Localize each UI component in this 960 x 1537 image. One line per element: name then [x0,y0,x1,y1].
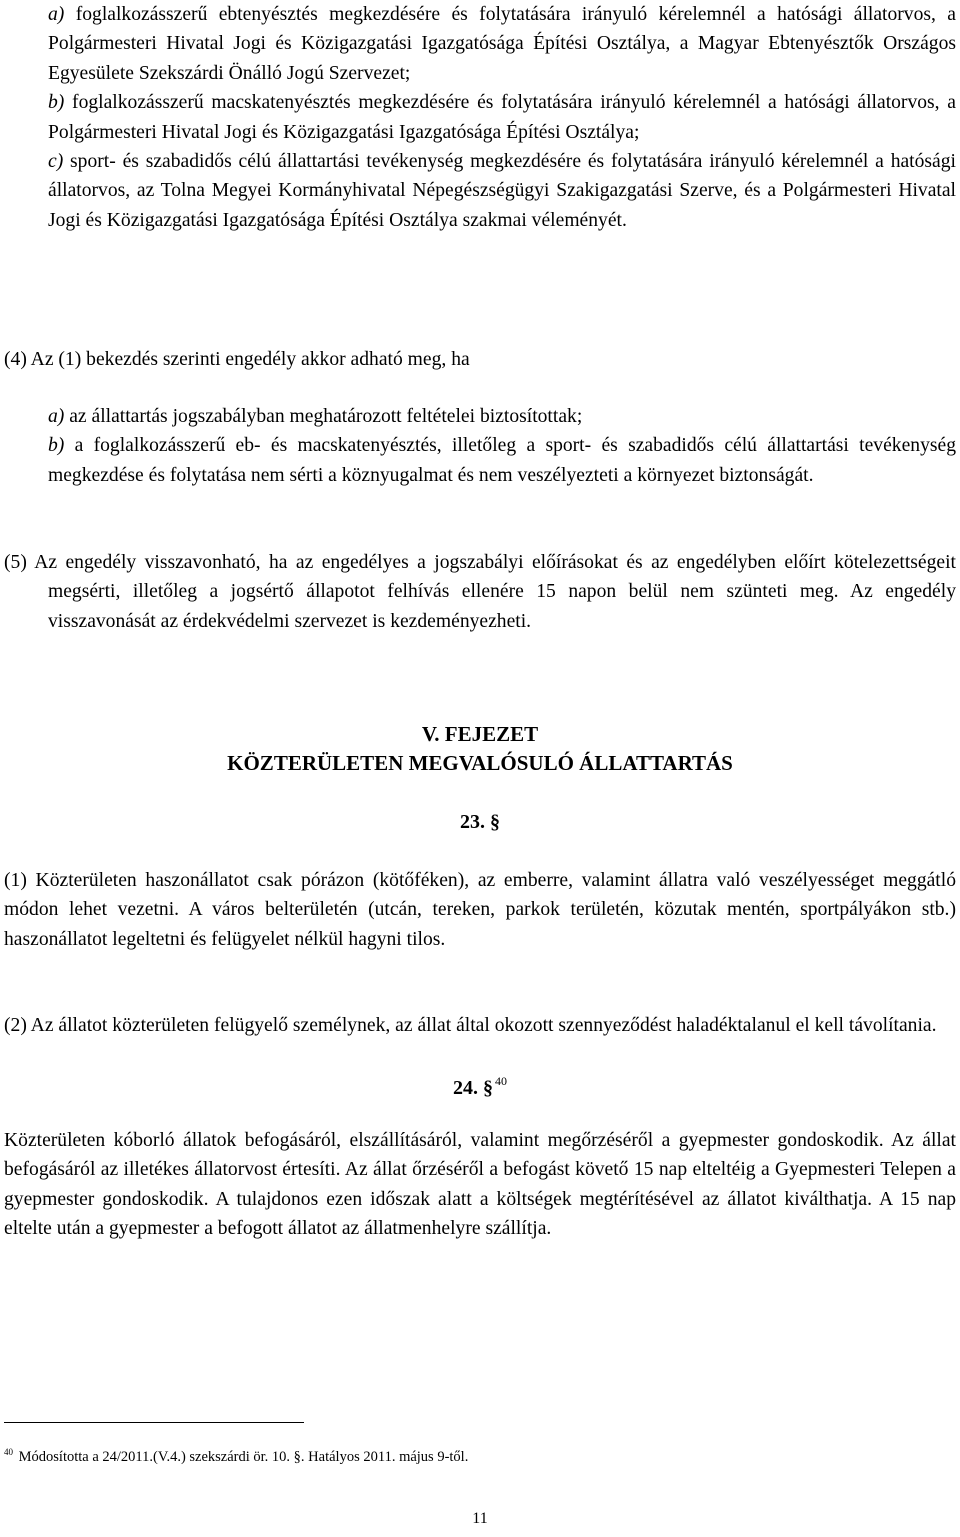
item-text: foglalkozásszerű ebtenyésztés megkezdésére és folytatására irányuló kérelemnél a hatósági állatorvos, a Polgármesteri Hivatal Jogi és Közigazgatási Igazgatósága Építési Osztálya, a Magyar Ebtenyésztők Országos Egyesülete Szekszárdi Önálló Jogú Szervezet; [48,4,956,84]
section-23-paragraph-2: (2) Az állatot közterületen felügyelő személynek, az állat által okozott szennyeződést haladéktalanul el kell távolítania. [4,1015,937,1036]
section-24-label: 24. § [453,1077,493,1099]
item-label: a) [48,406,65,427]
list-item-a [48,0,956,88]
item-label: b) [48,92,65,114]
section-23-title: 23. § [460,811,500,833]
item-label: b) [48,435,65,457]
chapter-number: V. FEJEZET [421,722,539,746]
chapter-title: KÖZTERÜLETEN MEGVALÓSULÓ ÁLLATTARTÁS [227,751,733,775]
item-text: az állattartás jogszabályban meghatározott feltételei biztosítottak; [64,406,583,427]
footnote-reference: 40 [495,1074,507,1088]
list-item-b [48,431,956,490]
paragraph-5: (5) Az engedély visszavonható, ha az engedélyes a jogszabályi előírásokat és az engedélyben előírt kötelezettségeit megsérti, illetőleg a jogsértő állapotot felhívás ellenére 15 napon belül nem szünteti meg. Az engedély visszavonását az érdekvédelmi szervezet is kezdeményezheti. [4,552,956,632]
item-text: sport- és szabadidős célú állattartási tevékenység megkezdésére és folytatására irányuló kérelemnél a hatósági állatorvos, az Tolna Megyei Kormányhivatal Népegészségügyi Szakigazgatási Szerve, és a Polgármesteri Hivatal Jogi és Közigazgatási Igazgatósága Építési Osztálya szakmai véleményét. [48,151,956,231]
list-paragraph-4 [48,402,956,490]
section-24-title [0,1067,960,1102]
section-23-paragraph-1: (1) Közterületen haszonállatot csak pórázon (kötőféken), az emberre, valamint állatra való veszélyességet meggátló módon lehet vezetni. A város belterületén (utcán, tereken, parkok területén, közutak mentén, sportpályákon stb.) haszonállatot legeltetni és felügyelet nélkül hagyni tilos. [4,870,956,950]
item-text: a foglalkozásszerű eb- és macskatenyésztés, illetőleg a sport- és szabadidős célú állattartási tevékenység megkezdése és folytatása nem sérti a köznyugalmat és nem veszélyezteti a környezet biztonságát. [48,435,956,486]
footnote-number: 40 [4,1447,13,1457]
paragraph-4-intro: (4) Az (1) bekezdés szerinti engedély akkor adható meg, ha [4,349,470,370]
footnote-divider [4,1422,304,1423]
list-item-a [48,402,956,431]
section-24-paragraph: Közterületen kóborló állatok befogásáról, elszállításáról, valamint megőrzéséről a gyepmester gondoskodik. Az állat befogásáról az illetékes állatorvost értesíti. Az állat őrzéséről a befogást követő 15 nap elteltéig a Gyepmesteri Telepen a gyepmester gondoskodik. A tulajdonos ezen időszak alatt a költségek megtérítésével az állatot kiválthatja. A 15 nap eltelte után a gyepmester a befogott állatot az állatmenhelyre szállítja. [4,1130,956,1240]
list-item-b [48,88,956,147]
item-label: c) [48,151,64,173]
item-text: foglalkozásszerű macskatenyésztés megkezdésére és folytatására irányuló kérelemnél a hatósági állatorvos, a Polgármesteri Hivatal Jogi és Közigazgatási Igazgatósága Építési Osztálya; [48,92,956,143]
footnote-text: Módosította a 24/2011.(V.4.) szekszárdi ör. 10. §. Hatályos 2011. május 9-től. [15,1449,469,1465]
page-number: 11 [472,1510,488,1527]
list-item-c [48,147,956,235]
item-label: a) [48,4,65,25]
list-top [48,0,956,235]
footnote [4,1443,468,1466]
